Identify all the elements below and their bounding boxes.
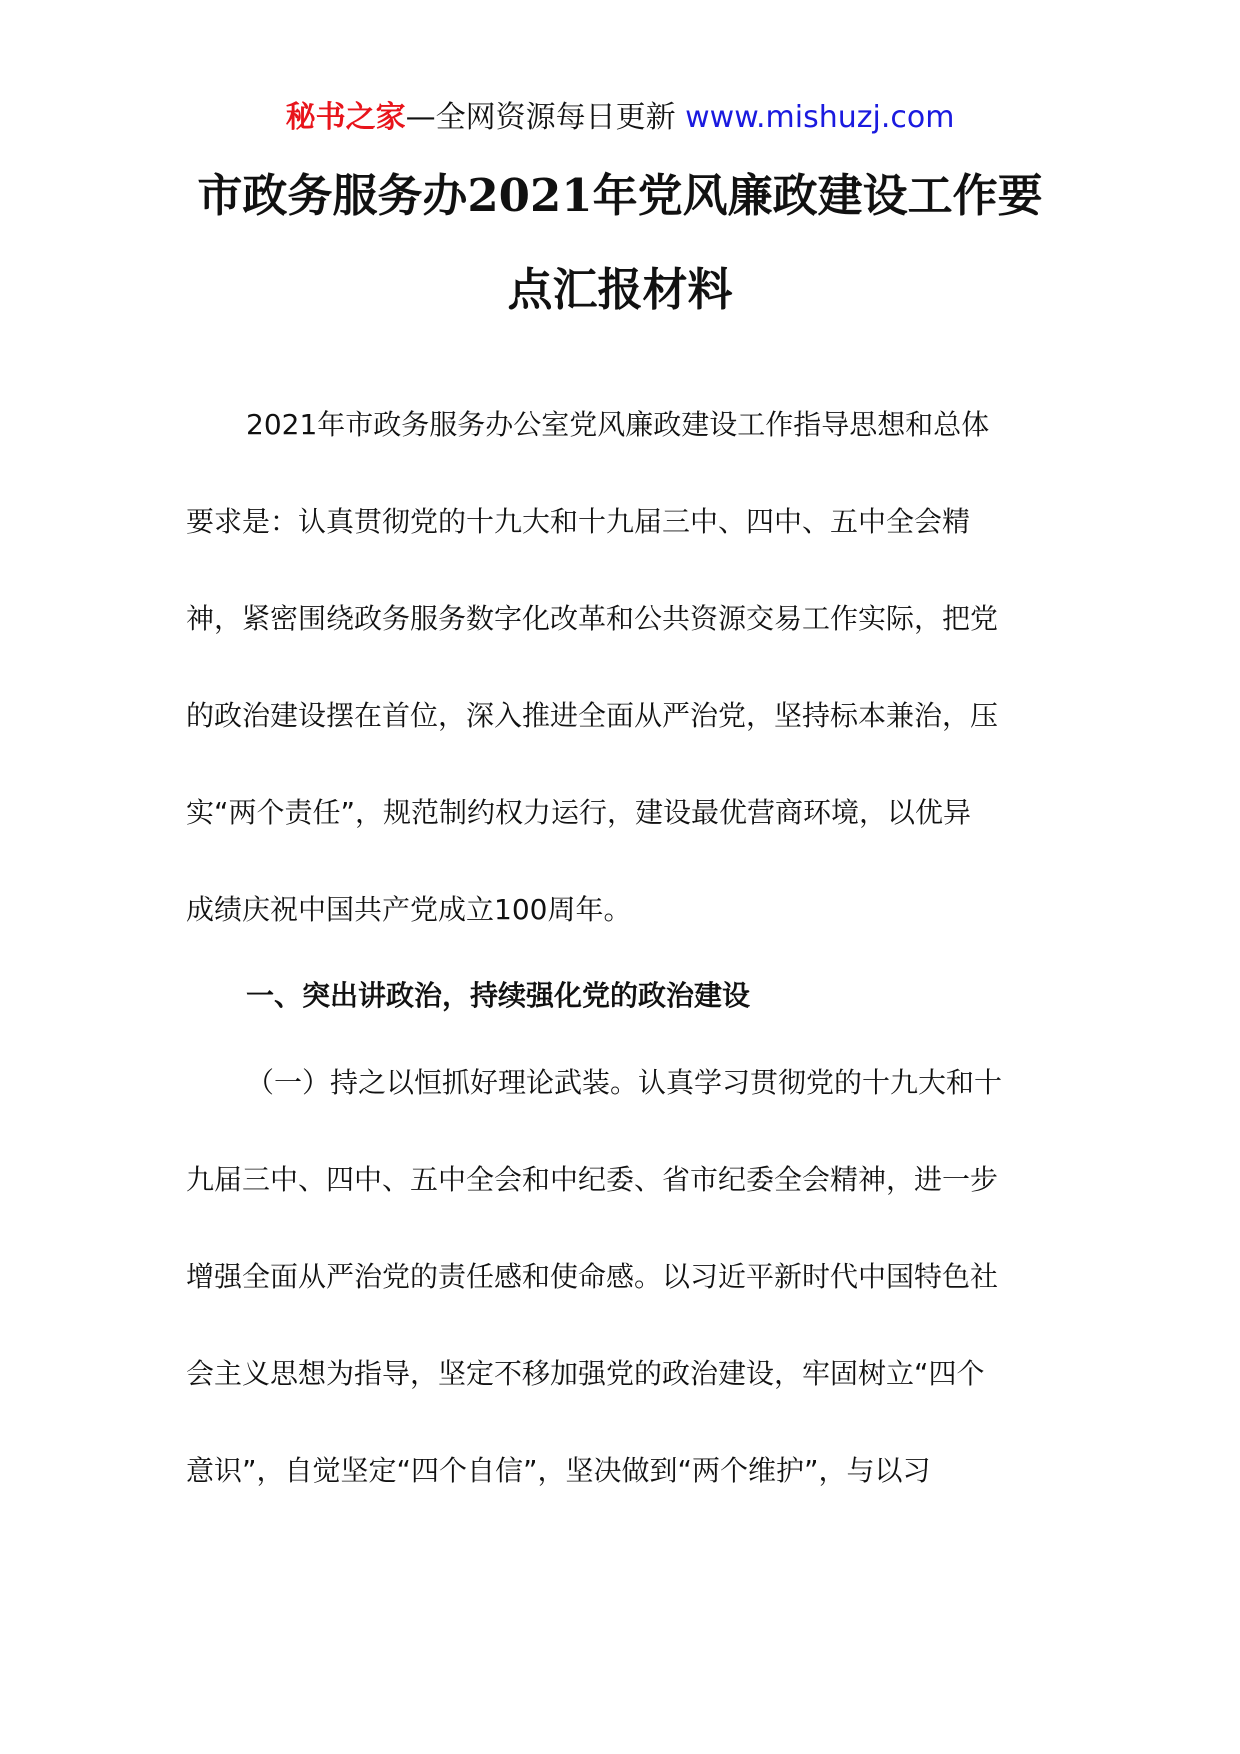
paragraph-line: 实“两个责任”，规范制约权力运行，建设最优营商环境，以优异	[186, 796, 972, 829]
brand-name: 秘书之家	[285, 100, 406, 135]
document-title-line-1: 市政务服务办2021年党风廉政建设工作要	[197, 169, 1043, 222]
paragraph-line: 的政治建设摆在首位，深入推进全面从严治党，坚持标本兼治，压	[186, 699, 999, 732]
paragraph-line: 神，紧密围绕政务服务数字化改革和公共资源交易工作实际，把党	[186, 602, 999, 635]
banner-tagline: —全网资源每日更新	[405, 100, 676, 135]
site-banner	[0, 98, 1240, 138]
section-heading: 一、突出讲政治，持续强化党的政治建设	[246, 979, 751, 1012]
paragraph-line: 会主义思想为指导，坚定不移加强党的政治建设，牢固树立“四个	[186, 1357, 985, 1390]
paragraph-line: 2021年市政务服务办公室党风廉政建设工作指导思想和总体	[246, 408, 990, 441]
paragraph-line: 增强全面从严治党的责任感和使命感。以习近平新时代中国特色社	[186, 1260, 999, 1293]
document-title-line-2: 点汇报材料	[507, 263, 733, 316]
paragraph-line: 成绩庆祝中国共产党成立100周年。	[186, 893, 632, 926]
paragraph-line: （一）持之以恒抓好理论武装。认真学习贯彻党的十九大和十	[246, 1066, 1003, 1099]
paragraph-line: 要求是：认真贯彻党的十九大和十九届三中、四中、五中全会精	[186, 505, 971, 538]
site-url-link[interactable]: www.mishuzj.com	[685, 100, 955, 135]
paragraph-line: 意识”，自觉坚定“四个自信”，坚决做到“两个维护”，与以习	[186, 1454, 931, 1487]
paragraph-line: 九届三中、四中、五中全会和中纪委、省市纪委全会精神，进一步	[186, 1163, 999, 1196]
